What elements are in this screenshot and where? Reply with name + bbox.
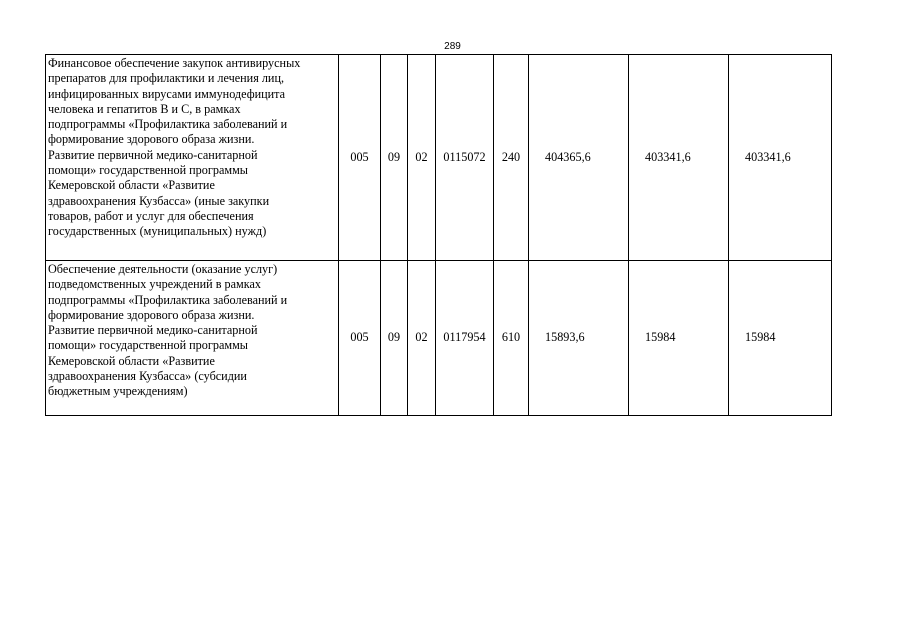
description-line: Финансовое обеспечение закупок антивирусных (48, 56, 301, 70)
description-line: Развитие первичной медико-санитарной (48, 147, 258, 162)
subsection-code: 02 (408, 261, 436, 416)
target-article-code: 0117954 (436, 261, 494, 416)
section-code: 09 (381, 55, 408, 261)
expense-type-code: 240 (494, 55, 529, 261)
description-line: инфицированных вирусами иммунодефицита (48, 86, 286, 101)
expense-type-code: 610 (494, 261, 529, 416)
amount-year-1: 15893,6 (529, 261, 629, 416)
amount-year-3: 15984 (729, 261, 832, 416)
description-line: бюджетным учреждениям) (48, 384, 188, 399)
description-line: человека и гепатитов В и С, в рамках (48, 101, 241, 116)
target-article-code: 0115072 (436, 55, 494, 261)
subsection-code: 02 (408, 55, 436, 261)
description-line: Кемеровской области «Развитие (48, 178, 215, 193)
amount-year-3: 403341,6 (729, 55, 832, 261)
description-line: подведомственных учреждений в рамках (48, 277, 262, 292)
description-line: Кемеровской области «Развитие (48, 353, 215, 368)
description-line: товаров, работ и услуг для обеспечения (48, 208, 254, 223)
description-line: подпрограммы «Профилактика заболеваний и (48, 117, 288, 132)
amount-year-1: 404365,6 (529, 55, 629, 261)
row-description (46, 55, 339, 261)
table-row (46, 55, 832, 261)
section-code: 09 (381, 261, 408, 416)
description-line: здравоохранения Кузбасса» (иные закупки (48, 193, 270, 208)
description-line: Развитие первичной медико-санитарной (48, 323, 258, 338)
description-line: препаратов для профилактики и лечения лиц, (48, 71, 285, 86)
row-description (46, 261, 339, 416)
description-line: государственных (муниципальных) нужд) (48, 224, 267, 239)
amount-year-2: 403341,6 (629, 55, 729, 261)
amount-year-2: 15984 (629, 261, 729, 416)
description-line: подпрограммы «Профилактика заболеваний и (48, 292, 288, 307)
description-line: здравоохранения Кузбасса» (субсидии (48, 369, 247, 384)
description-line: формирование здорового образа жизни. (48, 307, 255, 322)
ministry-code: 005 (339, 55, 381, 261)
budget-table (45, 54, 832, 416)
table-row (46, 261, 832, 416)
description-line: помощи» государственной программы (48, 163, 248, 178)
ministry-code: 005 (339, 261, 381, 416)
description-line: формирование здорового образа жизни. (48, 132, 255, 147)
description-line: Обеспечение деятельности (оказание услуг) (48, 262, 278, 276)
description-line: помощи» государственной программы (48, 338, 248, 353)
page-number: 289 (444, 41, 461, 52)
